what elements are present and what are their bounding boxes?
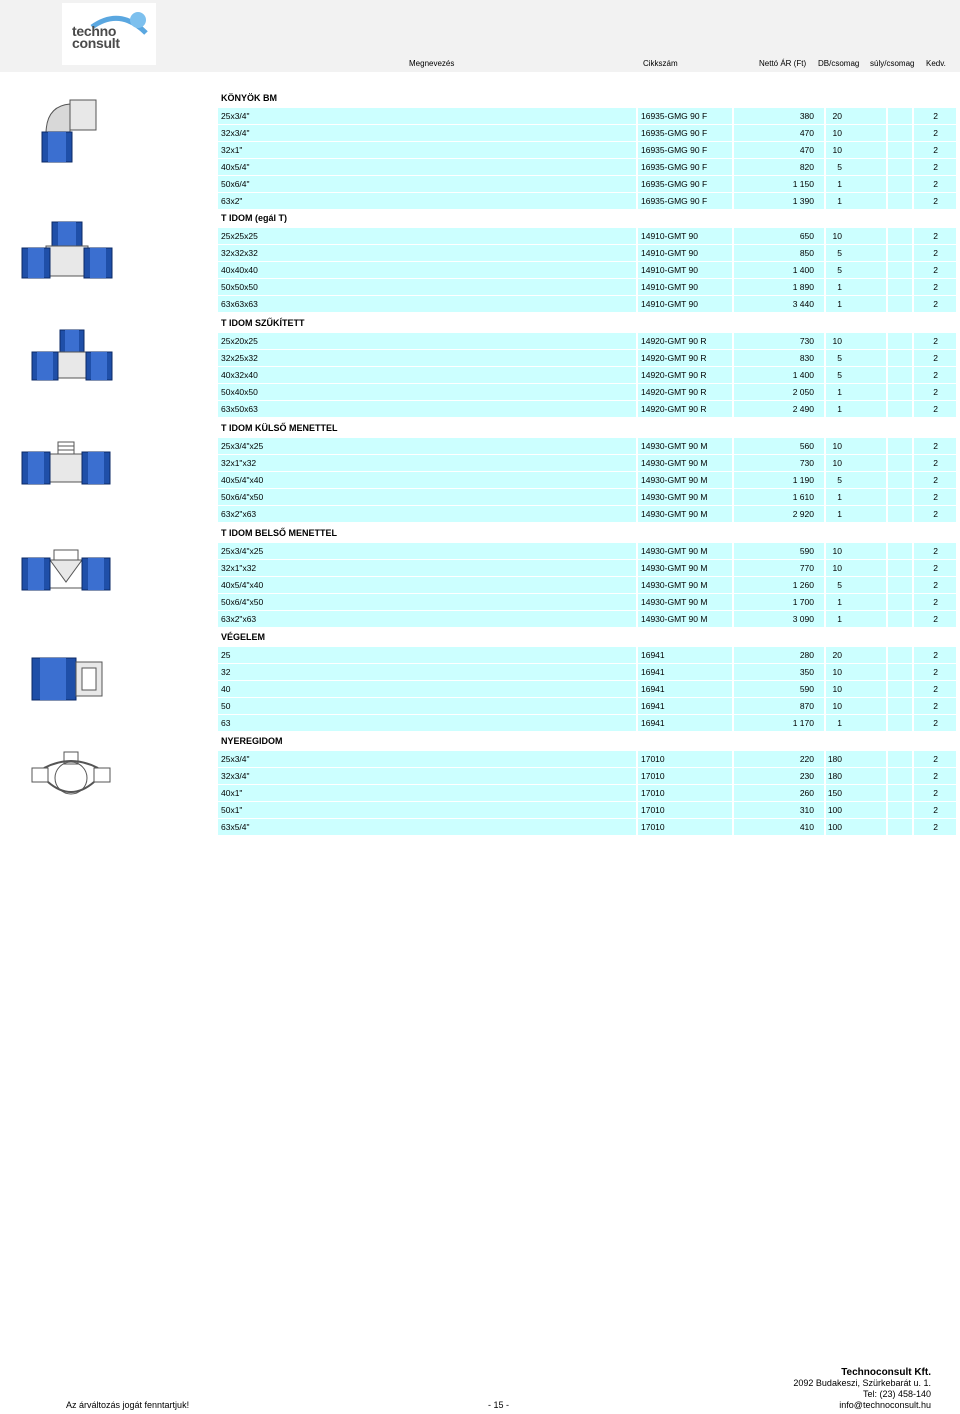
discount-cell: 2 [914, 489, 956, 505]
price-cell: 1 150 [734, 176, 824, 192]
footer-disclaimer: Az árváltozás jogát fenntartjuk! [66, 1400, 190, 1410]
product-code-cell: 14930-GMT 90 M [638, 577, 732, 593]
product-code-cell: 16941 [638, 681, 732, 697]
product-code-cell: 16941 [638, 715, 732, 731]
col-header-db: DB/csomag [818, 59, 860, 68]
product-name-cell: 40x32x40 [218, 367, 636, 383]
product-code-cell: 14930-GMT 90 M [638, 506, 732, 522]
discount-cell: 2 [914, 698, 956, 714]
package-qty-cell: 5 [826, 159, 886, 175]
table-row [218, 108, 956, 124]
table-row [218, 350, 956, 366]
weight-cell [888, 785, 912, 801]
discount-cell: 2 [914, 262, 956, 278]
male-thread-tee-icon [20, 440, 112, 486]
weight-cell [888, 489, 912, 505]
weight-cell [888, 543, 912, 559]
price-cell: 2 490 [734, 401, 824, 417]
product-code-cell: 16935-GMG 90 F [638, 108, 732, 124]
package-qty-cell: 10 [826, 560, 886, 576]
product-name-cell: 32x1" [218, 142, 636, 158]
end-cap-icon [30, 654, 106, 704]
tee-fitting-icon [20, 220, 114, 282]
package-qty-cell: 180 [826, 768, 886, 784]
weight-cell [888, 506, 912, 522]
table-row [218, 819, 956, 835]
package-qty-cell: 1 [826, 506, 886, 522]
discount-cell: 2 [914, 785, 956, 801]
weight-cell [888, 279, 912, 295]
discount-cell: 2 [914, 560, 956, 576]
table-row [218, 125, 956, 141]
table-row [218, 176, 956, 192]
elbow-fitting-icon [40, 98, 102, 164]
product-code-cell: 14910-GMT 90 [638, 245, 732, 261]
package-qty-cell: 5 [826, 350, 886, 366]
weight-cell [888, 802, 912, 818]
package-qty-cell: 20 [826, 108, 886, 124]
discount-cell: 2 [914, 401, 956, 417]
product-name-cell: 25x3/4"x25 [218, 438, 636, 454]
product-name-cell: 50x50x50 [218, 279, 636, 295]
discount-cell: 2 [914, 472, 956, 488]
price-cell: 2 050 [734, 384, 824, 400]
product-code-cell: 14920-GMT 90 R [638, 333, 732, 349]
product-code-cell: 14920-GMT 90 R [638, 384, 732, 400]
product-code-cell: 14930-GMT 90 M [638, 438, 732, 454]
product-name-cell: 32x3/4" [218, 768, 636, 784]
price-cell: 260 [734, 785, 824, 801]
table-row [218, 577, 956, 593]
price-cell: 590 [734, 543, 824, 559]
table-row [218, 751, 956, 767]
price-cell: 350 [734, 664, 824, 680]
discount-cell: 2 [914, 438, 956, 454]
weight-cell [888, 455, 912, 471]
discount-cell: 2 [914, 142, 956, 158]
product-name-cell: 32 [218, 664, 636, 680]
table-row [218, 489, 956, 505]
product-name-cell: 40x5/4"x40 [218, 472, 636, 488]
package-qty-cell: 10 [826, 333, 886, 349]
product-code-cell: 14930-GMT 90 M [638, 543, 732, 559]
product-name-cell: 63x2"x63 [218, 611, 636, 627]
section-title: VÉGELEM [221, 632, 266, 642]
table-row [218, 455, 956, 471]
price-cell: 870 [734, 698, 824, 714]
discount-cell: 2 [914, 768, 956, 784]
table-row [218, 560, 956, 576]
discount-cell: 2 [914, 193, 956, 209]
page-header [0, 0, 960, 72]
section-title: T IDOM (egál T) [221, 213, 287, 223]
saddle-clamp-icon [28, 750, 114, 796]
product-code-cell: 14930-GMT 90 M [638, 455, 732, 471]
price-cell: 770 [734, 560, 824, 576]
product-name-cell: 40 [218, 681, 636, 697]
table-row [218, 296, 956, 312]
product-code-cell: 14910-GMT 90 [638, 228, 732, 244]
table-row [218, 142, 956, 158]
discount-cell: 2 [914, 108, 956, 124]
product-code-cell: 16941 [638, 698, 732, 714]
discount-cell: 2 [914, 543, 956, 559]
discount-cell: 2 [914, 819, 956, 835]
price-cell: 830 [734, 350, 824, 366]
weight-cell [888, 681, 912, 697]
weight-cell [888, 296, 912, 312]
company-logo [62, 3, 156, 65]
discount-cell: 2 [914, 296, 956, 312]
package-qty-cell: 100 [826, 819, 886, 835]
package-qty-cell: 10 [826, 664, 886, 680]
footer-phone: Tel: (23) 458-140 [862, 1389, 931, 1399]
table-row [218, 472, 956, 488]
product-name-cell: 63x2"x63 [218, 506, 636, 522]
product-name-cell: 40x5/4" [218, 159, 636, 175]
price-cell: 380 [734, 108, 824, 124]
package-qty-cell: 100 [826, 802, 886, 818]
price-cell: 850 [734, 245, 824, 261]
footer-address: 2092 Budakeszi, Szürkebarát u. 1. [793, 1378, 931, 1388]
table-row [218, 159, 956, 175]
product-name-cell: 63x63x63 [218, 296, 636, 312]
table-row [218, 384, 956, 400]
weight-cell [888, 367, 912, 383]
table-row [218, 367, 956, 383]
weight-cell [888, 577, 912, 593]
package-qty-cell: 1 [826, 193, 886, 209]
female-thread-tee-icon [20, 548, 112, 592]
product-name-cell: 40x40x40 [218, 262, 636, 278]
discount-cell: 2 [914, 751, 956, 767]
discount-cell: 2 [914, 367, 956, 383]
section-title: NYEREGIDOM [221, 736, 283, 746]
discount-cell: 2 [914, 384, 956, 400]
discount-cell: 2 [914, 506, 956, 522]
price-cell: 1 610 [734, 489, 824, 505]
weight-cell [888, 438, 912, 454]
product-code-cell: 16941 [638, 647, 732, 663]
package-qty-cell: 10 [826, 142, 886, 158]
product-code-cell: 14930-GMT 90 M [638, 594, 732, 610]
discount-cell: 2 [914, 594, 956, 610]
product-name-cell: 40x1" [218, 785, 636, 801]
product-code-cell: 16941 [638, 664, 732, 680]
product-code-cell: 16935-GMG 90 F [638, 159, 732, 175]
discount-cell: 2 [914, 715, 956, 731]
table-row [218, 681, 956, 697]
discount-cell: 2 [914, 228, 956, 244]
col-header-price: Nettó ÁR (Ft) [759, 59, 807, 68]
package-qty-cell: 5 [826, 262, 886, 278]
weight-cell [888, 751, 912, 767]
col-header-code: Cikkszám [643, 59, 678, 68]
section-title: T IDOM SZŰKÍTETT [221, 318, 305, 328]
package-qty-cell: 1 [826, 611, 886, 627]
discount-cell: 2 [914, 647, 956, 663]
product-name-cell: 32x3/4" [218, 125, 636, 141]
product-name-cell: 50 [218, 698, 636, 714]
table-row [218, 543, 956, 559]
product-name-cell: 50x6/4"x50 [218, 489, 636, 505]
product-code-cell: 14930-GMT 90 M [638, 489, 732, 505]
discount-cell: 2 [914, 802, 956, 818]
price-cell: 650 [734, 228, 824, 244]
weight-cell [888, 768, 912, 784]
product-code-cell: 14930-GMT 90 M [638, 560, 732, 576]
weight-cell [888, 245, 912, 261]
discount-cell: 2 [914, 681, 956, 697]
price-cell: 1 260 [734, 577, 824, 593]
product-name-cell: 50x40x50 [218, 384, 636, 400]
product-code-cell: 17010 [638, 802, 732, 818]
product-name-cell: 40x5/4"x40 [218, 577, 636, 593]
weight-cell [888, 176, 912, 192]
weight-cell [888, 108, 912, 124]
discount-cell: 2 [914, 176, 956, 192]
product-code-cell: 14910-GMT 90 [638, 296, 732, 312]
weight-cell [888, 647, 912, 663]
package-qty-cell: 1 [826, 176, 886, 192]
weight-cell [888, 472, 912, 488]
price-cell: 3 090 [734, 611, 824, 627]
package-qty-cell: 10 [826, 681, 886, 697]
product-code-cell: 17010 [638, 751, 732, 767]
table-row [218, 279, 956, 295]
table-row [218, 715, 956, 731]
discount-cell: 2 [914, 455, 956, 471]
product-name-cell: 32x1"x32 [218, 560, 636, 576]
product-code-cell: 14920-GMT 90 R [638, 350, 732, 366]
footer-company: Technoconsult Kft. [841, 1367, 931, 1378]
product-code-cell: 14930-GMT 90 M [638, 611, 732, 627]
footer-page-number: - 15 - [488, 1400, 510, 1410]
product-name-cell: 63x5/4" [218, 819, 636, 835]
weight-cell [888, 142, 912, 158]
weight-cell [888, 125, 912, 141]
price-cell: 470 [734, 125, 824, 141]
product-code-cell: 16935-GMG 90 F [638, 193, 732, 209]
table-row [218, 193, 956, 209]
table-row [218, 664, 956, 680]
weight-cell [888, 560, 912, 576]
package-qty-cell: 1 [826, 384, 886, 400]
package-qty-cell: 1 [826, 715, 886, 731]
package-qty-cell: 1 [826, 401, 886, 417]
product-name-cell: 25x3/4" [218, 108, 636, 124]
weight-cell [888, 350, 912, 366]
table-row [218, 594, 956, 610]
package-qty-cell: 150 [826, 785, 886, 801]
price-cell: 1 190 [734, 472, 824, 488]
weight-cell [888, 333, 912, 349]
discount-cell: 2 [914, 577, 956, 593]
discount-cell: 2 [914, 350, 956, 366]
logo-text: techno consult [72, 23, 120, 51]
weight-cell [888, 384, 912, 400]
weight-cell [888, 664, 912, 680]
table-row [218, 647, 956, 663]
package-qty-cell: 10 [826, 543, 886, 559]
product-code-cell: 17010 [638, 819, 732, 835]
product-name-cell: 25x25x25 [218, 228, 636, 244]
product-name-cell: 25x3/4" [218, 751, 636, 767]
price-cell: 410 [734, 819, 824, 835]
product-name-cell: 63 [218, 715, 636, 731]
product-code-cell: 14920-GMT 90 R [638, 401, 732, 417]
section-title: KÖNYÖK BM [221, 93, 277, 103]
product-name-cell: 63x2" [218, 193, 636, 209]
product-name-cell: 25 [218, 647, 636, 663]
price-cell: 590 [734, 681, 824, 697]
price-cell: 310 [734, 802, 824, 818]
reducing-tee-icon [30, 328, 114, 384]
price-cell: 1 400 [734, 262, 824, 278]
weight-cell [888, 262, 912, 278]
price-cell: 220 [734, 751, 824, 767]
package-qty-cell: 5 [826, 245, 886, 261]
price-cell: 1 400 [734, 367, 824, 383]
price-cell: 730 [734, 455, 824, 471]
weight-cell [888, 611, 912, 627]
discount-cell: 2 [914, 333, 956, 349]
footer-company-block [793, 1367, 931, 1411]
discount-cell: 2 [914, 279, 956, 295]
price-cell: 560 [734, 438, 824, 454]
col-header-weight: súly/csomag [870, 59, 915, 68]
col-header-name: Megnevezés [409, 59, 455, 68]
col-header-kedv: Kedv. [926, 59, 946, 68]
table-row [218, 262, 956, 278]
package-qty-cell: 1 [826, 489, 886, 505]
table-row [218, 506, 956, 522]
discount-cell: 2 [914, 611, 956, 627]
product-name-cell: 50x6/4"x50 [218, 594, 636, 610]
table-row [218, 333, 956, 349]
weight-cell [888, 698, 912, 714]
weight-cell [888, 819, 912, 835]
discount-cell: 2 [914, 245, 956, 261]
price-cell: 2 920 [734, 506, 824, 522]
table-row [218, 768, 956, 784]
package-qty-cell: 10 [826, 438, 886, 454]
price-cell: 730 [734, 333, 824, 349]
section-title: T IDOM KÜLSŐ MENETTEL [221, 423, 338, 433]
product-code-cell: 14910-GMT 90 [638, 279, 732, 295]
price-cell: 1 700 [734, 594, 824, 610]
product-name-cell: 25x20x25 [218, 333, 636, 349]
footer-email: info@technoconsult.hu [839, 1400, 931, 1410]
product-name-cell: 32x32x32 [218, 245, 636, 261]
table-row [218, 228, 956, 244]
discount-cell: 2 [914, 664, 956, 680]
package-qty-cell: 1 [826, 296, 886, 312]
table-row [218, 611, 956, 627]
table-row [218, 245, 956, 261]
package-qty-cell: 5 [826, 472, 886, 488]
table-row [218, 802, 956, 818]
product-name-cell: 32x1"x32 [218, 455, 636, 471]
price-cell: 1 890 [734, 279, 824, 295]
package-qty-cell: 20 [826, 647, 886, 663]
discount-cell: 2 [914, 125, 956, 141]
product-code-cell: 14920-GMT 90 R [638, 367, 732, 383]
weight-cell [888, 715, 912, 731]
product-code-cell: 17010 [638, 785, 732, 801]
package-qty-cell: 10 [826, 125, 886, 141]
weight-cell [888, 401, 912, 417]
table-row [218, 698, 956, 714]
product-name-cell: 32x25x32 [218, 350, 636, 366]
product-name-cell: 25x3/4"x25 [218, 543, 636, 559]
product-code-cell: 16935-GMG 90 F [638, 142, 732, 158]
package-qty-cell: 5 [826, 577, 886, 593]
product-code-cell: 14910-GMT 90 [638, 262, 732, 278]
price-cell: 3 440 [734, 296, 824, 312]
product-code-cell: 16935-GMG 90 F [638, 125, 732, 141]
discount-cell: 2 [914, 159, 956, 175]
price-cell: 1 170 [734, 715, 824, 731]
table-row [218, 401, 956, 417]
price-cell: 1 390 [734, 193, 824, 209]
product-name-cell: 50x6/4" [218, 176, 636, 192]
product-code-cell: 16935-GMG 90 F [638, 176, 732, 192]
weight-cell [888, 228, 912, 244]
product-code-cell: 17010 [638, 768, 732, 784]
weight-cell [888, 594, 912, 610]
table-row [218, 785, 956, 801]
price-cell: 280 [734, 647, 824, 663]
product-name-cell: 50x1" [218, 802, 636, 818]
package-qty-cell: 1 [826, 279, 886, 295]
package-qty-cell: 1 [826, 594, 886, 610]
package-qty-cell: 10 [826, 228, 886, 244]
table-row [218, 438, 956, 454]
package-qty-cell: 5 [826, 367, 886, 383]
package-qty-cell: 10 [826, 698, 886, 714]
price-cell: 230 [734, 768, 824, 784]
product-name-cell: 63x50x63 [218, 401, 636, 417]
package-qty-cell: 10 [826, 455, 886, 471]
package-qty-cell: 180 [826, 751, 886, 767]
weight-cell [888, 193, 912, 209]
product-code-cell: 14930-GMT 90 M [638, 472, 732, 488]
section-title: T IDOM BELSŐ MENETTEL [221, 528, 337, 538]
price-cell: 820 [734, 159, 824, 175]
weight-cell [888, 159, 912, 175]
price-cell: 470 [734, 142, 824, 158]
